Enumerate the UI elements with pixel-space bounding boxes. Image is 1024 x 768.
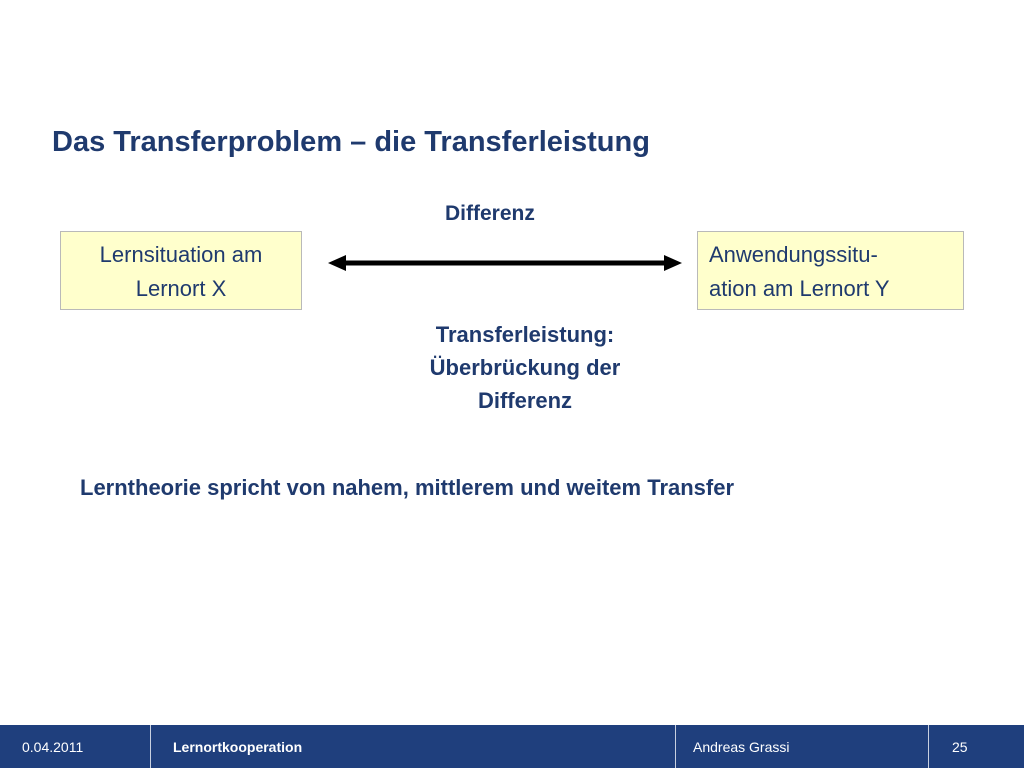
application-situation-line-2: ation am Lernort Y <box>709 276 890 301</box>
application-situation-line-1: Anwendungssitu- <box>709 242 878 267</box>
footer-topic: Lernortkooperation <box>173 738 303 755</box>
footer-divider <box>150 725 151 768</box>
learning-situation-box <box>60 231 302 310</box>
transfer-line-1: Transferleistung: <box>435 322 615 347</box>
application-situation-box <box>697 231 964 310</box>
footer-date: 0.04.2011 <box>22 738 84 755</box>
transfer-line-3: Differenz <box>477 388 573 413</box>
footer-divider <box>928 725 929 768</box>
learning-theory-text: Lerntheorie spricht von nahem, mittlerem und weitem Transfer <box>80 475 735 500</box>
learning-situation-line-1: Lernsituation am <box>99 242 263 267</box>
footer-author: Andreas Grassi <box>693 738 790 755</box>
transfer-performance-text <box>380 318 670 417</box>
footer-divider <box>675 725 676 768</box>
page-number: 25 <box>952 739 968 755</box>
difference-label: Differenz <box>445 202 535 225</box>
slide-footer <box>0 725 1024 768</box>
slide-title: Das Transferproblem – die Transferleistung <box>52 126 650 158</box>
double-arrow-icon <box>320 248 690 278</box>
transfer-line-2: Überbrückung der <box>429 355 621 380</box>
learning-situation-line-2: Lernort X <box>135 276 227 301</box>
